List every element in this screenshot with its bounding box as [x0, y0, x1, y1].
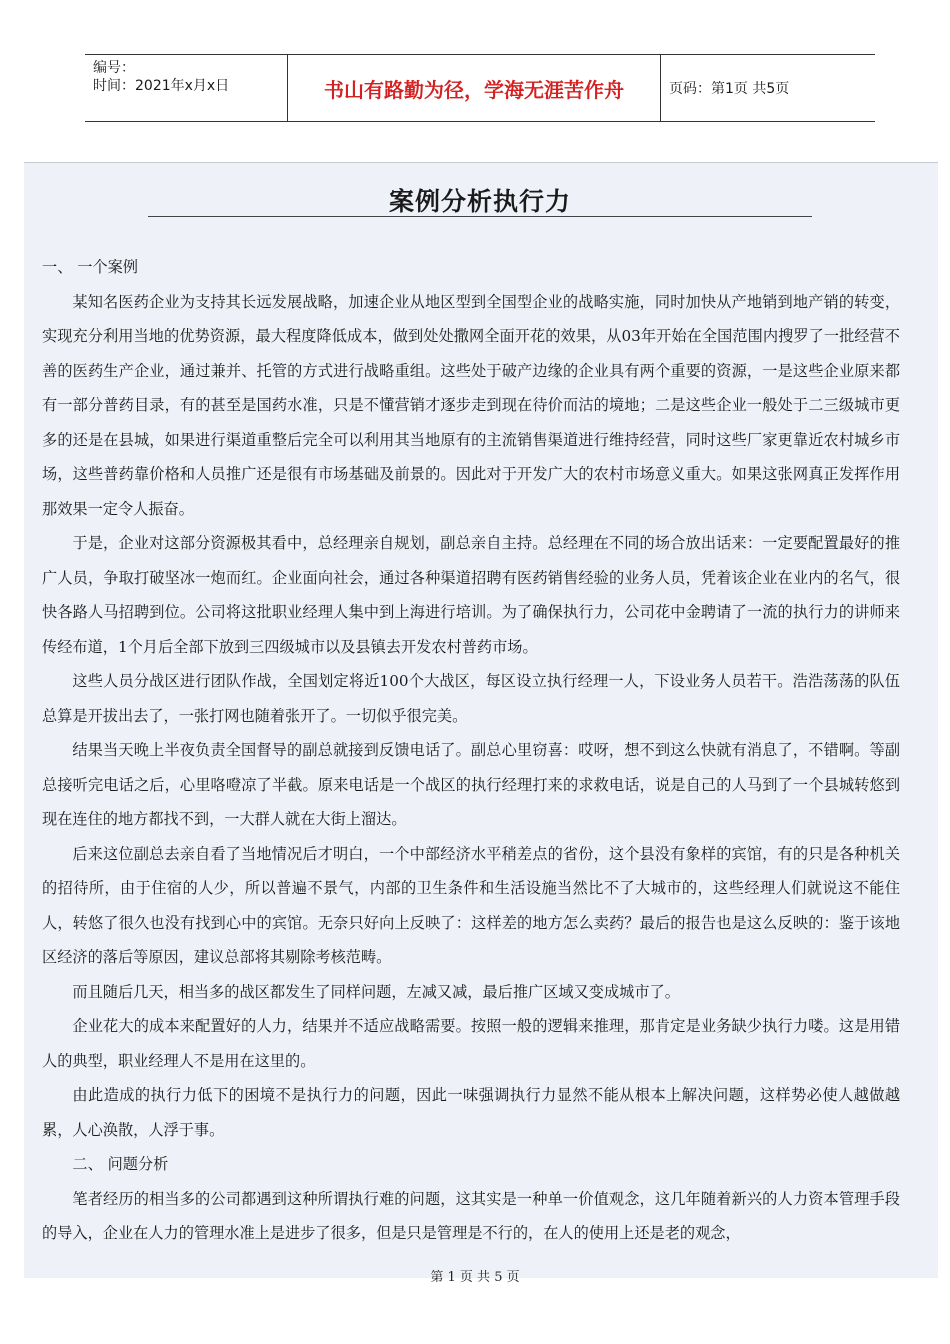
paragraph: 某知名医药企业为支持其长远发展战略，加速企业从地区型到全国型企业的战略实施，同时加快从产地销到地产销的转变，实现充分利用当地的优势资源，最大程度降低成本，做到处处撒网全面开花的效果，从03年开始在全国范围内搜罗了一批经营不善的医药生产企业，通过兼并、托管的方式进行战略重组。这些处于破产边缘的企业具有两个重要的资源，一是这些企业原来都有一部分普药目录，有的甚至是国药水准，只是不懂营销才逐步走到现在待价而沽的境地；二是这些企业一般处于二三级城市更多的还是在县城，如果进行渠道重整后完全可以利用其当地原有的主流销售渠道进行维持经营，同时这些厂家更靠近农村城乡市场，这些普药靠价格和人员推广还是很有市场基础及前景的。因此对于开发广大的农村市场意义重大。如果这张网真正发挥作用那效果一定令人振奋。: [42, 292, 900, 518]
header-motto: 书山有路勤为径，学海无涯苦作舟: [288, 55, 661, 121]
paragraph: 于是，企业对这部分资源极其看中，总经理亲自规划，副总亲自主持。总经理在不同的场合放出话来：一定要配置最好的推广人员，争取打破坚冰一炮而红。企业面向社会，通过各种渠道招聘有医药销售经验的业务人员，凭着该企业在业内的名气，很快各路人马招聘到位。公司将这批职业经理人集中到上海进行培训。为了确保执行力，公司花中金聘请了一流的执行力的讲师来传经布道，1个月后全部下放到三四级城市以及县镇去开发农村普药市场。: [42, 534, 900, 656]
paragraph: 企业花大的成本来配置好的人力，结果并不适应战略需要。按照一般的逻辑来推理，那肯定是业务缺少执行力喽。这是用错人的典型，职业经理人不是用在这里的。: [42, 1017, 900, 1070]
header-meta: [85, 55, 288, 121]
section-heading-2: 二、 问题分析: [72, 1155, 169, 1173]
paragraph: 笔者经历的相当多的公司都遇到这种所谓执行难的问题，这其实是一种单一价值观念，这几年随着新兴的人力资本管理手段的导入，企业在人力的管理水准上是进步了很多，但是只是管理是不行的，在人的使用上还是老的观念，: [42, 1189, 900, 1242]
document-body: [42, 250, 900, 1251]
doc-time-label: 时间：2021年x月x日: [93, 78, 230, 94]
document-title: 案例分析执行力: [148, 182, 812, 217]
header-page-label: 页码：第1页 共5页: [669, 81, 790, 97]
page-footer: 第 1 页 共 5 页: [430, 1270, 520, 1285]
section-heading-1: 一、 一个案例: [42, 258, 138, 276]
paragraph: 结果当天晚上半夜负责全国督导的副总就接到反馈电话了。副总心里窃喜：哎呀，想不到这么快就有消息了，不错啊。等副总接听完电话之后，心里咯噔凉了半截。原来电话是一个战区的执行经理打来的求救电话，说是自己的人马到了一个县城转悠到现在连住的地方都找不到，一大群人就在大街上溜达。: [42, 741, 900, 828]
doc-number-label: 编号：: [93, 60, 135, 76]
paragraph: 而且随后几天，相当多的战区都发生了同样问题，左减又减，最后推广区域又变成城市了。: [72, 982, 680, 1001]
paragraph: 这些人员分战区进行团队作战，全国划定将近100个大战区，每区设立执行经理一人，下设业务人员若干。浩浩荡荡的队伍总算是开拔出去了，一张打网也随着张开了。一切似乎很完美。: [42, 672, 900, 725]
header-table: [85, 54, 875, 122]
paragraph: 后来这位副总去亲自看了当地情况后才明白，一个中部经济水平稍差点的省份，这个县没有象样的宾馆，有的只是各种机关的招待所，由于住宿的人少，所以普遍不景气，内部的卫生条件和生活设施当然比不了大城市的，这些经理人们就说这不能住人，转悠了很久也没有找到心中的宾馆。无奈只好向上反映了：这样差的地方怎么卖药？最后的报告也是这么反映的：鉴于该地区经济的落后等原因，建议总部将其剔除考核范畴。: [42, 844, 900, 966]
paragraph: 由此造成的执行力低下的困境不是执行力的问题，因此一味强调执行力显然不能从根本上解决问题，这样势必使人越做越累，人心涣散，人浮于事。: [42, 1086, 900, 1139]
